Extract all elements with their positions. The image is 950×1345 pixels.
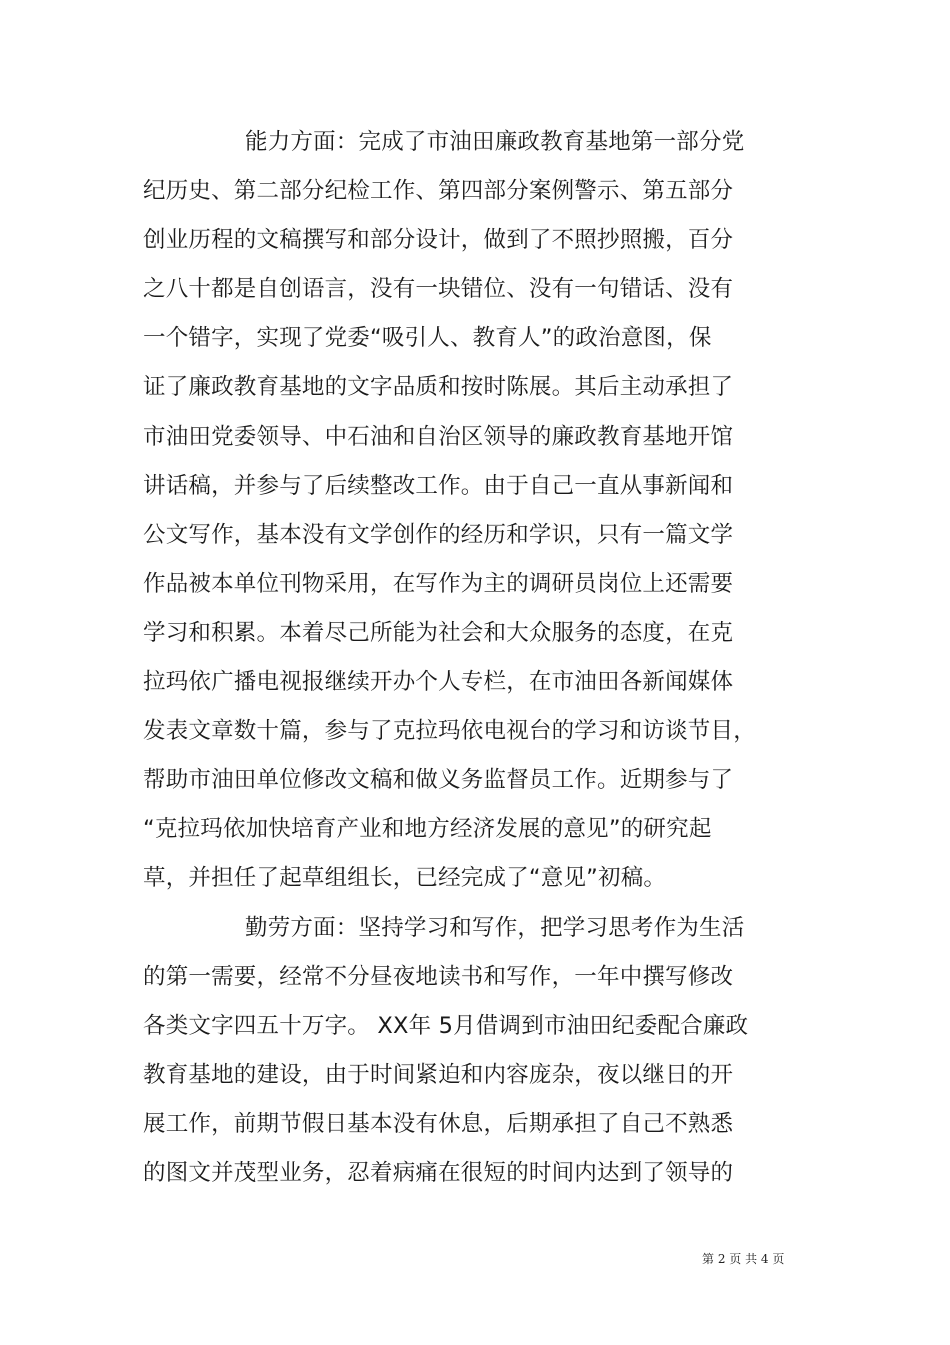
text-line: “克拉玛依加快培育产业和地方经济发展的意见”的研究起 <box>143 816 712 843</box>
text-line: 帮助市油田单位修改文稿和做义务监督员工作。近期参与了 <box>143 767 734 794</box>
text-line: 展工作，前期节假日基本没有休息，后期承担了自己不熟悉 <box>143 1110 734 1137</box>
text-line: 发表文章数十篇，参与了克拉玛依电视台的学习和访谈节目， <box>143 718 756 745</box>
text-line: 创业历程的文稿撰写和部分设计，做到了不照抄照搬，百分 <box>143 227 734 254</box>
text-line: 的第一需要，经常不分昼夜地读书和写作，一年中撰写修改 <box>143 963 734 990</box>
text-line: 教育基地的建设，由于时间紧迫和内容庞杂，夜以继日的开 <box>143 1061 734 1088</box>
body-text <box>143 118 783 1198</box>
paragraph-diligence-line: 勤劳方面：坚持学习和写作，把学习思考作为生活 <box>245 914 745 941</box>
paragraph-ability-line: 能力方面：完成了市油田廉政教育基地第一部分党 <box>245 129 745 155</box>
text-line: 一个错字，实现了党委“吸引人、教育人”的政治意图，保 <box>143 325 712 352</box>
text-line: 的图文并茂型业务，忍着病痛在很短的时间内达到了领导的 <box>143 1159 734 1186</box>
text-line: 学习和积累。本着尽己所能为社会和大众服务的态度，在克 <box>143 619 734 646</box>
text-line: 各类文字四五十万字。 XX年 5月借调到市油田纪委配合廉政 <box>143 1012 749 1039</box>
text-line: 讲话稿，并参与了后续整改工作。由于自己一直从事新闻和 <box>143 472 734 499</box>
page-number-footer: 第 2 页 共 4 页 <box>702 1252 785 1266</box>
text-line: 公文写作，基本没有文学创作的经历和学识，只有一篇文学 <box>143 521 734 548</box>
text-line: 之八十都是自创语言，没有一块错位、没有一句错话、没有 <box>143 276 734 303</box>
text-line: 纪历史、第二部分纪检工作、第四部分案例警示、第五部分 <box>143 178 734 205</box>
text-line: 证了廉政教育基地的文字品质和按时陈展。其后主动承担了 <box>143 374 734 401</box>
text-line: 拉玛依广播电视报继续开办个人专栏，在市油田各新闻媒体 <box>143 669 734 696</box>
text-line: 草，并担任了起草组组长，已经完成了“意见”初稿。 <box>143 865 667 892</box>
text-line: 市油田党委领导、中石油和自治区领导的廉政教育基地开馆 <box>143 423 734 450</box>
text-line: 作品被本单位刊物采用，在写作为主的调研员岗位上还需要 <box>143 570 734 597</box>
